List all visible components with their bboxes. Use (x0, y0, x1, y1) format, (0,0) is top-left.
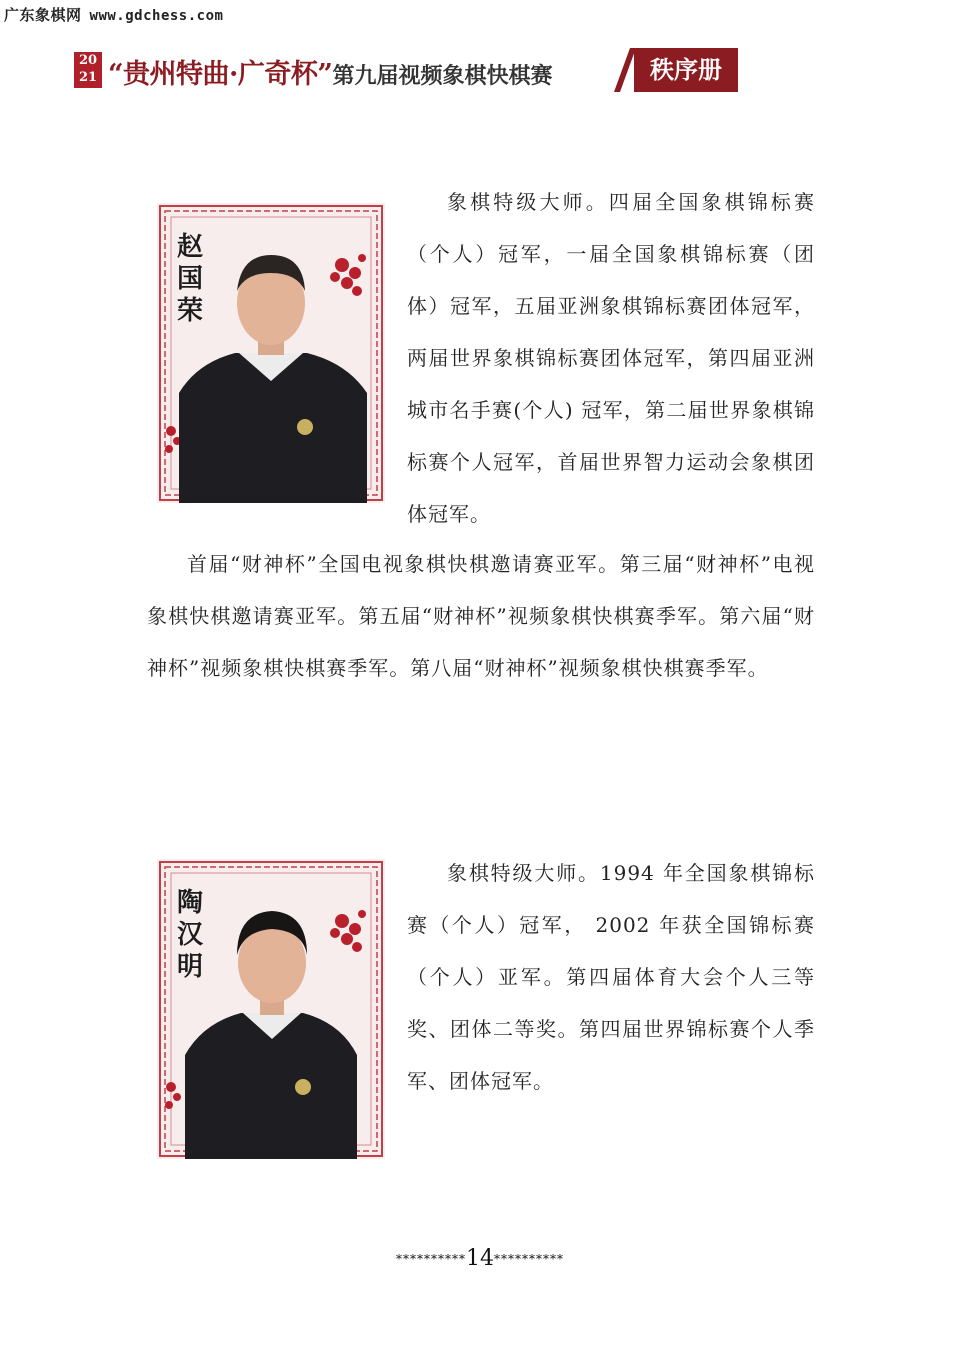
document-header (74, 48, 744, 90)
watermark-url: www.gdchess.com (89, 8, 224, 24)
bio-text: 首届“财神杯”全国电视象棋快棋邀请赛亚军。第三届“财神杯”电视象棋快棋邀请赛亚军。第五届“财神杯”视频象棋快棋赛季军。第六届“财神杯”视频象棋快棋赛季军。第八届“财神杯”视频象棋快棋赛季军。 (147, 552, 815, 680)
player-2-bio-side (407, 847, 815, 1107)
player-1-bio-side (407, 176, 815, 540)
bio-text: 象棋特级大师。四届全国象棋锦标赛（个人）冠军，一届全国象棋锦标赛（团体）冠军，五届亚洲象棋锦标赛团体冠军，两届世界象棋锦标赛团体冠军，第四届亚洲城市名手赛(个人) 冠军，第二届世界象棋锦标赛个人冠军，首届世界智力运动会象棋团体冠军。 (407, 190, 815, 526)
page-stars-left: ********** (396, 1252, 466, 1266)
page-number (0, 1246, 960, 1271)
header-divider (614, 48, 636, 92)
watermark-site-name: 广东象棋网 (4, 6, 82, 24)
page-stars-right: ********** (494, 1252, 564, 1266)
player-card-1 (157, 203, 385, 503)
player-card-2 (157, 859, 385, 1159)
header-title-sub: 第九届视频象棋快棋赛 (332, 63, 553, 89)
year-badge (74, 52, 102, 88)
header-title-main: “贵州特曲·广奇杯” (108, 59, 333, 90)
year-top: 20 (78, 53, 98, 68)
year-bottom: 21 (78, 70, 98, 85)
bio-text: 象棋特级大师。1994 年全国象棋锦标赛（个人）冠军， 2002 年获全国锦标赛（个人）亚军。第四届体育大会个人三等奖、团体二等奖。第四届世界锦标赛个人季军、团体冠军。 (407, 861, 815, 1093)
player-1-bio-full (147, 538, 815, 694)
player-name: 陶汉明 (176, 888, 203, 982)
page-number-value: 14 (466, 1246, 494, 1271)
header-tag: 秩序册 (634, 48, 738, 92)
header-title (108, 52, 552, 91)
player-name: 赵国荣 (176, 232, 203, 326)
site-watermark (4, 4, 223, 25)
